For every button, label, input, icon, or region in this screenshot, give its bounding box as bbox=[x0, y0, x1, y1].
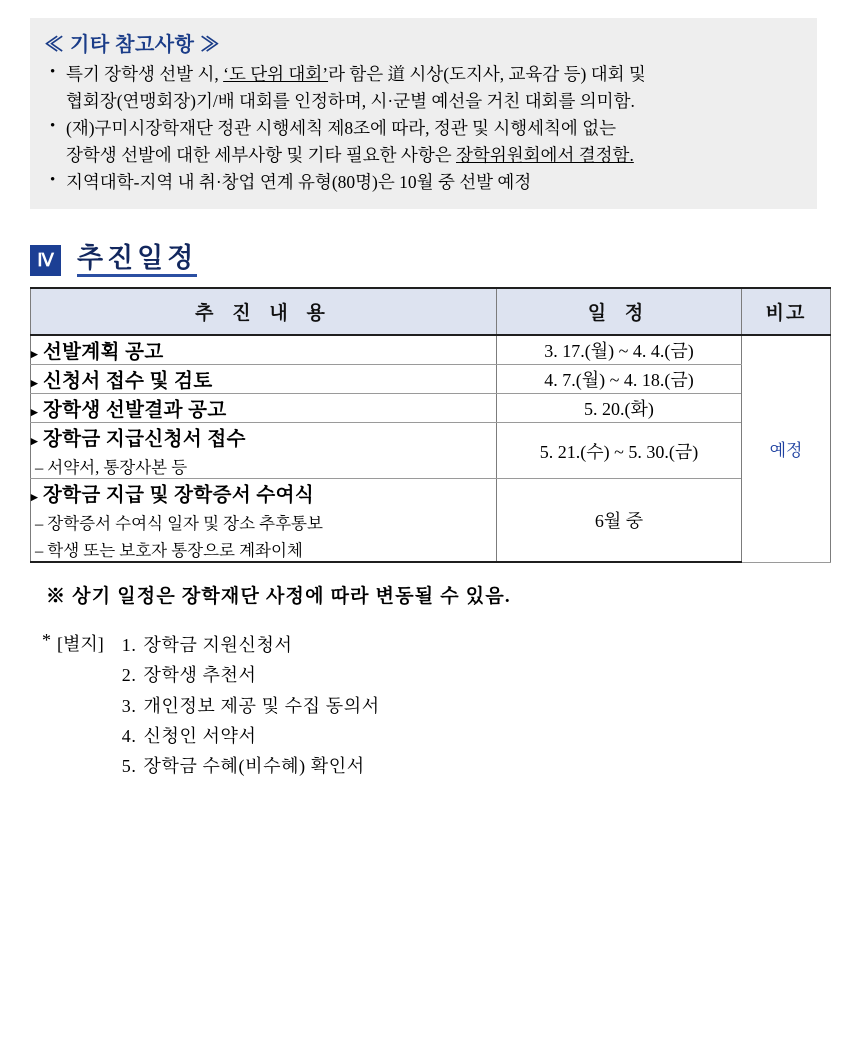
row-5-sub-2: 학생 또는 보호자 통장으로 계좌이체 bbox=[47, 541, 303, 561]
section-heading bbox=[28, 243, 819, 277]
annex-item-5-index: 5. bbox=[121, 756, 137, 777]
row-5-date: 6월 중 bbox=[497, 479, 742, 563]
note-1-line1a: 특기 장학생 선발 시, bbox=[66, 64, 224, 84]
annex-item-2-text: 장학생 추천서 bbox=[143, 665, 257, 686]
th-date: 일 정 bbox=[497, 288, 742, 335]
row-4-sub-1-wrap bbox=[31, 454, 496, 478]
annex-block bbox=[28, 630, 819, 781]
table-row bbox=[31, 479, 831, 563]
row-5-sub-1-wrap bbox=[31, 510, 496, 534]
note-item-1 bbox=[44, 61, 803, 114]
notes-list bbox=[44, 61, 803, 196]
row-2-content bbox=[31, 365, 497, 394]
table-header-row bbox=[31, 288, 831, 335]
annex-item-4-text: 신청인 서약서 bbox=[143, 725, 257, 746]
row-5-sub-2-wrap bbox=[31, 537, 496, 561]
row-3-content bbox=[31, 394, 497, 423]
annex-item-2-index: 2. bbox=[121, 665, 137, 686]
schedule-table-body bbox=[31, 335, 831, 562]
annex-item bbox=[122, 660, 380, 690]
note-merged-cell: 예정 bbox=[742, 335, 831, 562]
row-1-main-wrap bbox=[31, 336, 496, 364]
schedule-table bbox=[30, 287, 831, 563]
row-4-sub-1: 서약서, 통장사본 등 bbox=[47, 458, 188, 478]
note-item-2 bbox=[44, 115, 803, 168]
note-2-line1: (재)구미시장학재단 정관 시행세칙 제8조에 따라, 정관 및 시행세칙에 없는 bbox=[66, 118, 617, 139]
triangle-bullet-icon: ▸ bbox=[31, 345, 38, 361]
annex-head bbox=[42, 630, 819, 781]
row-5-main: 장학금 지급 및 장학증서 수여식 bbox=[42, 485, 315, 507]
annex-list bbox=[122, 630, 380, 781]
row-4-main: 장학금 지급신청서 접수 bbox=[42, 429, 246, 451]
annex-item bbox=[122, 721, 380, 751]
annex-label: [별지] bbox=[57, 634, 104, 655]
row-3-date: 5. 20.(화) bbox=[497, 394, 742, 423]
table-row bbox=[31, 394, 831, 423]
annex-item-1-text: 장학금 지원신청서 bbox=[143, 635, 293, 656]
row-4-date: 5. 21.(수) ~ 5. 30.(금) bbox=[497, 423, 742, 479]
table-row bbox=[31, 365, 831, 394]
annex-item-3-text: 개인정보 제공 및 수집 동의서 bbox=[143, 695, 380, 716]
row-3-main: 장학생 선발결과 공고 bbox=[42, 400, 227, 422]
annex-item-5-text: 장학금 수혜(비수혜) 확인서 bbox=[143, 756, 365, 777]
annex-item bbox=[122, 691, 380, 721]
triangle-bullet-icon: ▸ bbox=[31, 488, 38, 504]
schedule-table-head bbox=[31, 288, 831, 335]
dash-bullet-icon: – bbox=[35, 458, 44, 478]
row-4-main-wrap bbox=[31, 423, 496, 451]
annex-item-4-index: 4. bbox=[121, 725, 137, 746]
row-2-main: 신청서 접수 및 검토 bbox=[42, 371, 213, 393]
dash-bullet-icon: – bbox=[35, 541, 44, 561]
row-2-date: 4. 7.(월) ~ 4. 18.(금) bbox=[497, 365, 742, 394]
annex-item bbox=[122, 630, 380, 660]
row-5-sub-1: 장학증서 수여식 일자 및 장소 추후통보 bbox=[47, 514, 323, 534]
triangle-bullet-icon: ▸ bbox=[31, 432, 38, 448]
row-4-content bbox=[31, 423, 497, 479]
section-title: 추진일정 bbox=[77, 243, 197, 277]
row-5-main-wrap bbox=[31, 479, 496, 507]
table-row bbox=[31, 423, 831, 479]
triangle-bullet-icon: ▸ bbox=[31, 374, 38, 390]
note-1-line1b: 라 함은 道 시상(도지사, 교육감 등) 대회 및 bbox=[328, 64, 646, 84]
annex-item bbox=[122, 751, 380, 781]
note-1-line2: 협회장(연맹회장)기/배 대회를 인정하며, 시·군별 예선을 거친 대회를 의미함. bbox=[66, 90, 635, 111]
th-content: 추 진 내 용 bbox=[31, 288, 497, 335]
notes-box bbox=[30, 18, 817, 209]
schedule-footnote: ※ 상기 일정은 장학재단 사정에 따라 변동될 수 있음. bbox=[46, 586, 511, 608]
row-1-content bbox=[31, 335, 497, 365]
triangle-bullet-icon: ▸ bbox=[31, 403, 38, 419]
note-1-underline: ‘도 단위 대회’ bbox=[223, 64, 329, 84]
annex-item-1-index: 1. bbox=[121, 635, 137, 656]
note-item-3 bbox=[44, 169, 803, 196]
row-1-date: 3. 17.(월) ~ 4. 4.(금) bbox=[497, 335, 742, 365]
note-3-line1: 지역대학-지역 내 취·창업 연계 유형(80명)은 10월 중 선발 예정 bbox=[66, 172, 532, 193]
note-2-line2a: 장학생 선발에 대한 세부사항 및 기타 필요한 사항은 bbox=[66, 144, 457, 165]
row-5-content bbox=[31, 479, 497, 563]
annex-star: * bbox=[42, 630, 51, 651]
table-row bbox=[31, 335, 831, 365]
row-3-main-wrap bbox=[31, 394, 496, 422]
row-1-main: 선발계획 공고 bbox=[42, 342, 164, 364]
dash-bullet-icon: – bbox=[35, 514, 44, 534]
annex-item-3-index: 3. bbox=[121, 695, 137, 716]
section-number-badge: Ⅳ bbox=[30, 245, 61, 276]
note-2-underline: 장학위원회에서 결정함. bbox=[456, 144, 634, 165]
notes-title: ≪ 기타 참고사항 ≫ bbox=[44, 34, 221, 56]
th-note: 비고 bbox=[742, 288, 831, 335]
row-2-main-wrap bbox=[31, 365, 496, 393]
